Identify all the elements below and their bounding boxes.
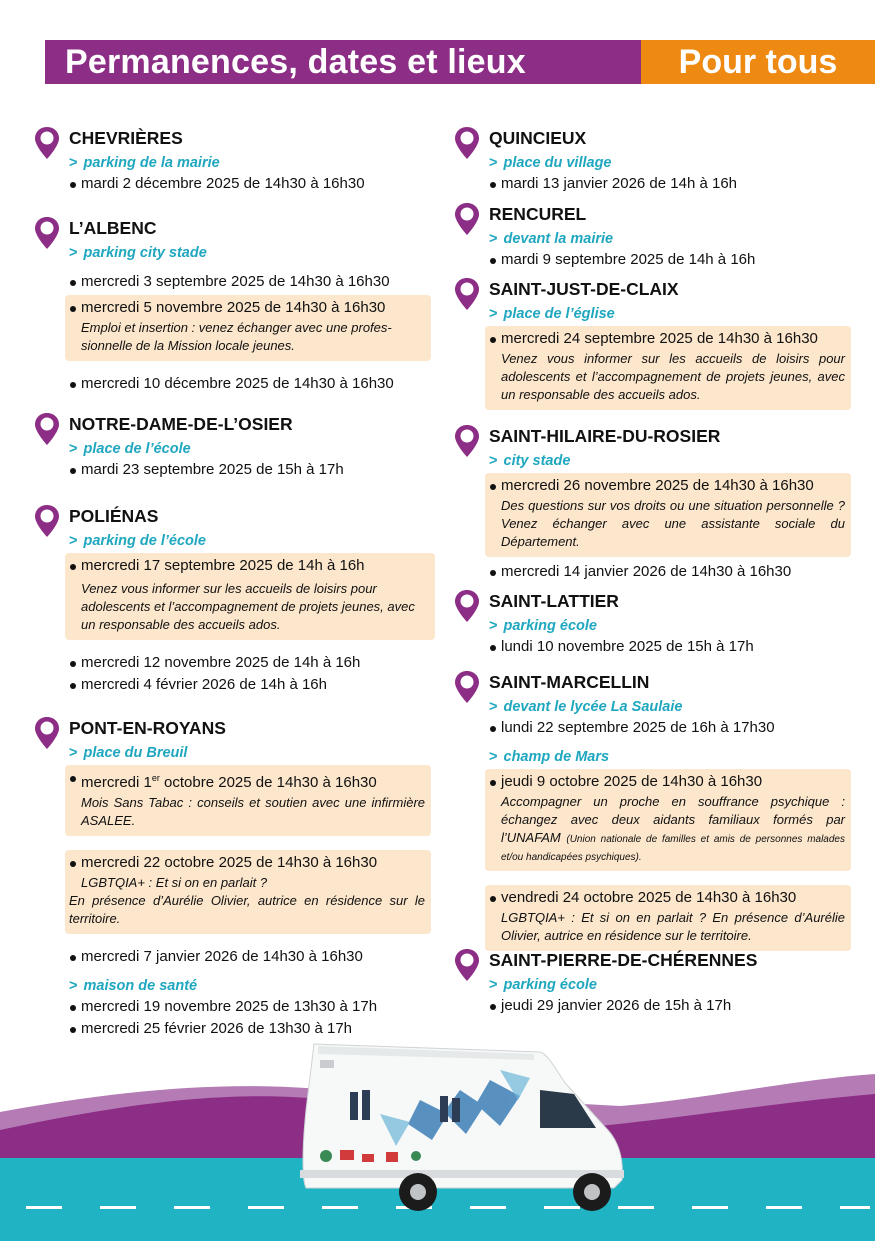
note-text: LGBTQIA+ : Et si on en parlait ? En présence d’Aurélie Olivier, autrice en résidence sur le territoire. bbox=[501, 910, 845, 943]
location-place bbox=[489, 304, 854, 324]
map-pin-icon bbox=[34, 504, 60, 538]
place-label: devant la mairie bbox=[503, 231, 614, 247]
note-text: LGBTQIA+ : Et si on en parlait ? bbox=[81, 875, 268, 890]
arrow-icon: > bbox=[489, 977, 498, 993]
camper-van bbox=[300, 1044, 624, 1211]
date-item: mercredi 5 novembre 2025 de 14h30 à 16h30 bbox=[65, 297, 425, 319]
arrow-icon: > bbox=[489, 231, 498, 247]
location-place bbox=[69, 976, 434, 996]
arrow-icon: > bbox=[489, 749, 498, 765]
map-pin-icon bbox=[454, 948, 480, 982]
location-place bbox=[69, 743, 434, 763]
note-box bbox=[485, 885, 851, 951]
page-title: Permanences, dates et lieux bbox=[45, 40, 641, 84]
road-scene-illustration bbox=[0, 1030, 875, 1241]
note-box bbox=[485, 769, 851, 871]
place-label: place de l’école bbox=[83, 441, 191, 457]
location-place bbox=[489, 451, 854, 471]
arrow-icon: > bbox=[489, 155, 498, 171]
date-item: mardi 23 septembre 2025 de 15h à 17h bbox=[69, 459, 434, 481]
map-pin-icon bbox=[34, 216, 60, 250]
location-place bbox=[489, 616, 854, 636]
map-pin-icon bbox=[34, 412, 60, 446]
page-header bbox=[45, 40, 875, 84]
date-item: mercredi 14 janvier 2026 de 14h30 à 16h30 bbox=[489, 561, 854, 583]
place-label: place du village bbox=[503, 155, 612, 171]
note-box bbox=[485, 473, 851, 557]
date-item: mercredi 3 septembre 2025 de 14h30 à 16h30 bbox=[69, 271, 434, 293]
date-item: mardi 2 décembre 2025 de 14h30 à 16h30 bbox=[69, 173, 434, 195]
note-text: Mois Sans Tabac : conseils et soutien avec une infirmière ASALEE. bbox=[81, 795, 425, 828]
date-item: mercredi 17 septembre 2025 de 14h à 16h bbox=[65, 555, 429, 577]
map-pin-icon bbox=[454, 589, 480, 623]
arrow-icon: > bbox=[69, 978, 78, 994]
location-place bbox=[489, 975, 854, 995]
place-label: maison de santé bbox=[83, 978, 198, 994]
date-item: mercredi 10 décembre 2025 de 14h30 à 16h30 bbox=[69, 373, 434, 395]
date-item: vendredi 24 octobre 2025 de 14h30 à 16h30 bbox=[485, 887, 845, 909]
map-pin-icon bbox=[454, 126, 480, 160]
arrow-icon: > bbox=[489, 699, 498, 715]
place-label: parking city stade bbox=[83, 245, 207, 261]
date-item: mercredi 22 octobre 2025 de 14h30 à 16h30 bbox=[65, 852, 425, 874]
location-place bbox=[69, 439, 434, 459]
note-box bbox=[65, 765, 431, 836]
date-item: mercredi 25 février 2026 de 13h30 à 17h bbox=[69, 1018, 434, 1040]
map-pin-icon bbox=[34, 716, 60, 750]
location-name: RENCUREL bbox=[489, 204, 587, 224]
date-item: lundi 22 septembre 2025 de 16h à 17h30 bbox=[489, 717, 854, 739]
note-box bbox=[485, 326, 851, 410]
arrow-icon: > bbox=[69, 245, 78, 261]
location-name: QUINCIEUX bbox=[489, 128, 587, 148]
date-item: jeudi 29 janvier 2026 de 15h à 17h bbox=[489, 995, 854, 1017]
map-pin-icon bbox=[454, 424, 480, 458]
location-name: SAINT-HILAIRE-DU-ROSIER bbox=[489, 426, 721, 446]
location-name: SAINT-LATTIER bbox=[489, 591, 619, 611]
location-name: SAINT-JUST-DE-CLAIX bbox=[489, 279, 679, 299]
place-label: parking école bbox=[503, 977, 597, 993]
map-pin-icon bbox=[454, 670, 480, 704]
arrow-icon: > bbox=[69, 155, 78, 171]
map-pin-icon bbox=[454, 202, 480, 236]
note-text: En présence d’Aurélie Olivier, autrice en résidence sur le territoire. bbox=[69, 893, 425, 926]
location-name: NOTRE-DAME-DE-L’OSIER bbox=[69, 414, 293, 434]
location-name: L’ALBENC bbox=[69, 218, 157, 238]
note-text: Emploi et insertion : venez échanger avec une profes-sionnelle de la Mission locale jeunes. bbox=[81, 320, 392, 353]
date-item: mardi 13 janvier 2026 de 14h à 16h bbox=[489, 173, 854, 195]
place-label: parking école bbox=[503, 618, 597, 634]
location-name: CHEVRIÈRES bbox=[69, 128, 183, 148]
date-item: mercredi 4 février 2026 de 14h à 16h bbox=[69, 674, 434, 696]
note-text: Des questions sur vos droits ou une situation personnelle ? Venez échanger avec une assistante sociale du Département. bbox=[501, 498, 845, 549]
note-text: Accompagner un proche en souffrance psychique : échangez avec deux aidants familiaux formés par l’UNAFAM (Union nationale de familles et amis de personnes malades et/ou handicapées psychiques). bbox=[501, 794, 845, 863]
note-text: Venez vous informer sur les accueils de loisirs pour adolescents et l’accompagnement de projets jeunes, avec un responsable des accueils ados. bbox=[81, 581, 415, 632]
arrow-icon: > bbox=[489, 618, 498, 634]
place-label: champ de Mars bbox=[503, 749, 610, 765]
arrow-icon: > bbox=[69, 533, 78, 549]
place-label: parking de l’école bbox=[83, 533, 206, 549]
note-box bbox=[65, 850, 431, 934]
arrow-icon: > bbox=[69, 441, 78, 457]
date-item: mercredi 1er octobre 2025 de 14h30 à 16h30 bbox=[65, 767, 425, 794]
place-label: devant le lycée La Saulaie bbox=[503, 699, 683, 715]
place-label: place de l’église bbox=[503, 306, 615, 322]
note-text: Venez vous informer sur les accueils de loisirs pour adolescents et l’accompagnement de projets jeunes, avec un responsable des accueils ados. bbox=[501, 351, 845, 402]
audience-tag: Pour tous bbox=[641, 40, 875, 84]
date-item: mercredi 19 novembre 2025 de 13h30 à 17h bbox=[69, 996, 434, 1018]
location-place bbox=[69, 531, 434, 551]
note-box bbox=[65, 295, 431, 361]
date-item: lundi 10 novembre 2025 de 15h à 17h bbox=[489, 636, 854, 658]
place-label: parking de la mairie bbox=[83, 155, 220, 171]
arrow-icon: > bbox=[489, 306, 498, 322]
location-name: SAINT-MARCELLIN bbox=[489, 672, 650, 692]
map-pin-icon bbox=[34, 126, 60, 160]
location-place bbox=[69, 153, 434, 173]
place-label: city stade bbox=[503, 453, 571, 469]
date-item: mardi 9 septembre 2025 de 14h à 16h bbox=[489, 249, 854, 271]
location-name: POLIÉNAS bbox=[69, 506, 159, 526]
location-name: SAINT-PIERRE-DE-CHÉRENNES bbox=[489, 950, 758, 970]
location-place bbox=[489, 747, 854, 767]
arrow-icon: > bbox=[489, 453, 498, 469]
location-place bbox=[489, 153, 854, 173]
arrow-icon: > bbox=[69, 745, 78, 761]
date-item: mercredi 24 septembre 2025 de 14h30 à 16h30 bbox=[485, 328, 845, 350]
location-place bbox=[69, 243, 434, 263]
map-pin-icon bbox=[454, 277, 480, 311]
location-place bbox=[489, 697, 854, 717]
date-item: mercredi 26 novembre 2025 de 14h30 à 16h30 bbox=[485, 475, 845, 497]
date-item: mercredi 12 novembre 2025 de 14h à 16h bbox=[69, 652, 434, 674]
location-name: PONT-EN-ROYANS bbox=[69, 718, 226, 738]
date-item: mercredi 7 janvier 2026 de 14h30 à 16h30 bbox=[69, 946, 434, 968]
location-place bbox=[489, 229, 854, 249]
date-item: jeudi 9 octobre 2025 de 14h30 à 16h30 bbox=[485, 771, 845, 793]
place-label: place du Breuil bbox=[83, 745, 188, 761]
note-box bbox=[65, 553, 435, 640]
